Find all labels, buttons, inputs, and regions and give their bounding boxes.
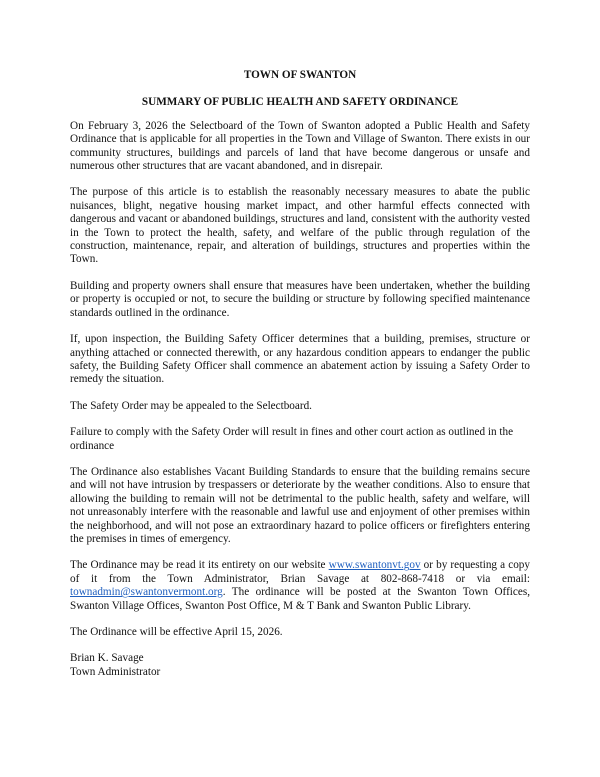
paragraph-purpose: The purpose of this article is to establish the reasonably necessary measures to abate the public nuisances, blight, negative housing market impact, and other harmful effects connected with dangerous and vacant or abandoned buildings, structures and land, consistent with the authority vested in the Town to protect the health, safety, and welfare of the public through regulation of the construction, maintenance, repair, and alteration of buildings, structures and properties within the Town. [70, 186, 530, 266]
paragraph-effective-date: The Ordinance will be effective April 15, 2026. [70, 626, 283, 638]
paragraph-failure-to-comply: Failure to comply with the Safety Order will result in fines and other court action as outlined in the ordinance [70, 426, 514, 452]
email-link[interactable]: townadmin@swantonvermont.org [70, 586, 223, 599]
document-title: TOWN OF SWANTON [243, 69, 357, 81]
availability-text-2: or by requesting a copy of it from the Town Administrator, Brian Savage at 802-868-7418 or via email: [70, 559, 530, 585]
paragraph-adoption: On February 3, 2026 the Selectboard of the Town of Swanton adopted a Public Health and Safety Ordinance that is applicable for all properties in the Town and Village of Swanton. There exists in our community structures, buildings and parcels of land that have become dangerous or unsafe and numerous other structures that are vacant abandoned, and in disrepair. [70, 119, 530, 173]
paragraph-availability [70, 559, 530, 613]
paragraph-appeal: The Safety Order may be appealed to the Selectboard. [70, 399, 312, 412]
paragraph-inspection: If, upon inspection, the Building Safety Officer determines that a building, premises, structure or anything attached or connected therewith, or any hazardous condition appears to endanger the public safety, the Building Safety Officer shall commence an abatement action by issuing a Safety Order to remedy the situation. [70, 333, 530, 386]
paragraph-vacant-standards: The Ordinance also establishes Vacant Building Standards to ensure that the building remains secure and will not have intrusion by trespassers or deteriorate by the weather conditions. Also to ensure that allowing the building to remain will not be detrimental to the public health, safety and welfare, will not unreasonably interfere with the reasonable and lawful use and enjoyment of other premises within the neighborhood, and will not pose an extraordinary hazard to police officers or firefighters entering the premises in times of emergency. [70, 465, 530, 545]
availability-text-3: . The ordinance will be posted at the Swanton Town Offices, Swanton Village Offices, Swanton Post Office, M & T Bank and Swanton Public Library. [70, 586, 530, 612]
document-page [70, 69, 530, 679]
paragraph-owner-obligations: Building and property owners shall ensure that measures have been undertaken, whether the building or property is occupied or not, to secure the building or structure by following specified maintenance standards outlined in the ordinance. [70, 279, 530, 319]
document-subtitle: SUMMARY OF PUBLIC HEALTH AND SAFETY ORDINANCE [141, 96, 459, 109]
signature-block [70, 652, 530, 679]
website-link[interactable]: www.swantonvt.gov [328, 559, 421, 572]
signature-name: Brian K. Savage [70, 652, 144, 665]
signature-title: Town Administrator [70, 665, 161, 678]
availability-text-1: The Ordinance may be read it its entirety on our website [70, 559, 329, 572]
